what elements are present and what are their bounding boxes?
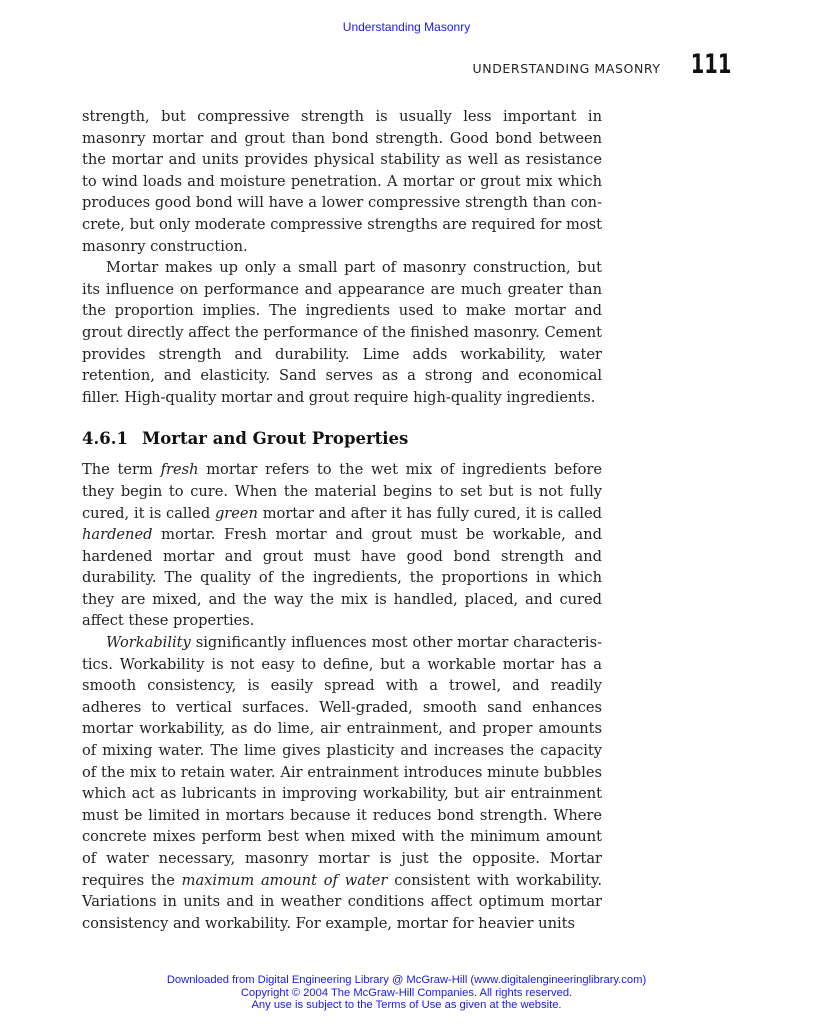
paragraph-3-text-1: The term [82, 461, 161, 479]
paragraph-3-text-2: mortar refers to the wet mix of ingredients before they begin to cure. When the material begins to set but is not fully cured, it is called [82, 461, 602, 522]
section-title: Mortar and Grout Properties [142, 429, 409, 449]
footer-download-link[interactable]: Downloaded from Digital Engineering Library @ McGraw-Hill (www.digitalengineeringlibrary.com) [166, 974, 647, 986]
footer-copyright: Copyright © 2004 The McGraw-Hill Companies. All rights reserved. [240, 986, 573, 999]
term-hardened: hardened [82, 526, 153, 544]
paragraph-3 [82, 459, 602, 632]
term-fresh: fresh [160, 461, 199, 479]
paragraph-4-text-2: consistent with workability. Variations in units and in weather conditions affect optimum mortar consistency and workability. For example, mortar for heavier units [82, 871, 602, 932]
paragraph-4 [82, 632, 602, 934]
term-green: green [214, 504, 258, 522]
footer-terms-of-use[interactable]: Any use is subject to the Terms of Use as given at the website. [251, 999, 562, 1012]
running-head [473, 50, 732, 80]
term-maximum-water: maximum amount of water [181, 871, 388, 889]
footer [0, 974, 813, 1012]
running-head-title: UNDERSTANDING MASONRY [472, 61, 661, 76]
paragraph-3-text-4: mortar. Fresh mortar and grout must be workable, and hardened mortar and grout must have good bond strength and durability. The quality of the ingredients, the proportions in which they are mixed, and the way the mix is handled, placed, and cured affect these properties. [82, 526, 602, 630]
paragraph-2: Mortar makes up only a small part of masonry construction, but its influence on performance and appearance are much greater than the proportion implies. The ingredients used to make mortar and grout directly affect the performance of the finished masonry. Cement provides strength and durability. Lime adds workability, water retention, and elasticity. Sand serves as a strong and economical filler. High-quality mortar and grout require high-quality ingredients. [82, 259, 602, 406]
paragraph-3-text-3: mortar and after it has fully cured, it is called [257, 504, 602, 522]
paragraph-1: strength, but compressive strength is usually less important in masonry mortar and grout than bond strength. Good bond between the mortar and units provides physical stability as well as resistance to wind loads and moisture penetration. A mortar or grout mix which produces good bond will have a lower compressive strength than concrete, but only moderate compressive strengths are required for most masonry construction. [82, 108, 602, 255]
section-heading [82, 428, 602, 450]
paragraph-4-text-1: significantly influences most other mortar characteristics. Workability is not easy to define, but a workable mortar has a smooth consistency, is easily spread with a trowel, and readily adheres to vertical surfaces. Well-graded, smooth sand enhances mortar workability, as do lime, air entrainment, and proper amounts of mixing water. The lime gives plasticity and increases the capacity of the mix to retain water. Air entrainment introduces minute bubbles which act as lubricants in improving workability, but air entrainment must be limited in mortars because it reduces bond strength. Where concrete mixes perform best when mixed with the minimum amount of water necessary, masonry mortar is just the opposite. Mortar requires the [82, 634, 602, 889]
top-book-link[interactable]: Understanding Masonry [342, 20, 471, 34]
page-number: 111 [690, 49, 731, 80]
term-workability: Workability [106, 634, 191, 652]
section-number: 4.6.1 [82, 429, 128, 449]
body-text [82, 106, 602, 934]
